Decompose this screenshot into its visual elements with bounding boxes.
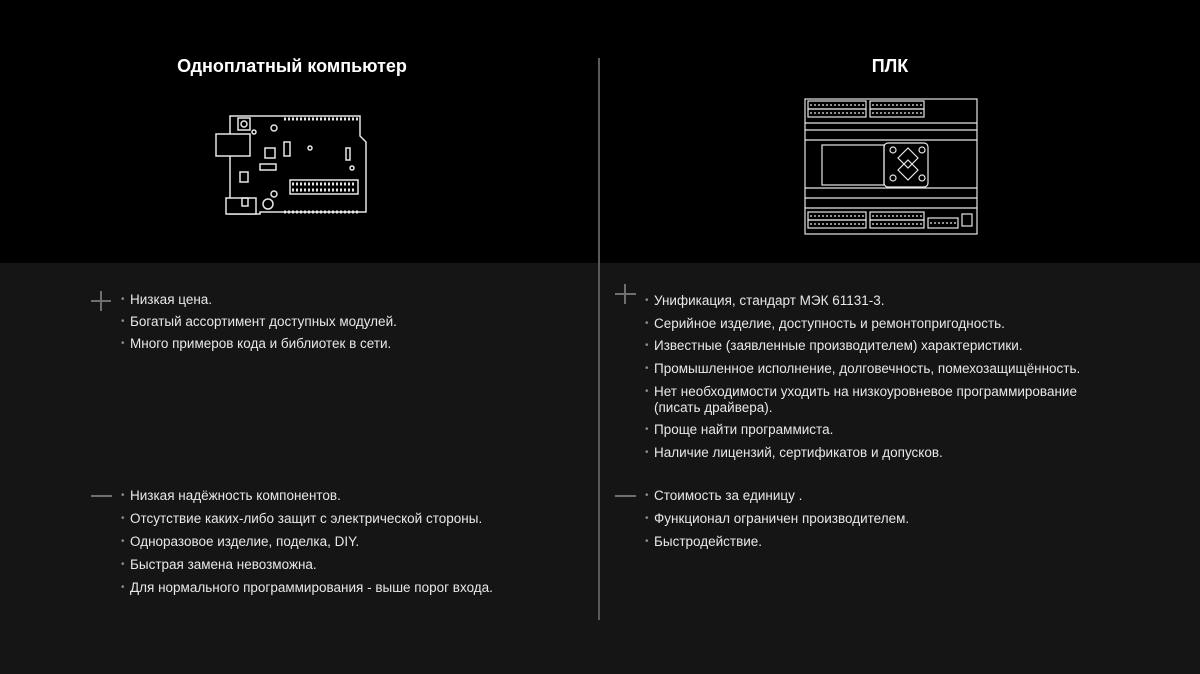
left-column-title: Одноплатный компьютер — [177, 56, 407, 76]
column-divider — [598, 58, 600, 620]
left-cons-list — [121, 488, 581, 596]
list-item: • Известные (заявленные производителем) характеристики. — [645, 338, 1115, 354]
minus-icon — [91, 495, 112, 497]
list-item: • Наличие лицензий, сертификатов и допусков. — [645, 445, 1115, 461]
list-item: • Низкая надёжность компонентов. — [121, 488, 581, 504]
minus-icon — [615, 495, 636, 497]
list-item: • Отсутствие каких-либо защит с электрической стороны. — [121, 511, 581, 527]
list-item: • Быстродействие. — [645, 534, 1115, 550]
list-item: • Стоимость за единицу . — [645, 488, 1115, 504]
right-cons-list — [645, 488, 1115, 550]
right-column-title: ПЛК — [871, 56, 909, 76]
list-item: • Одноразовое изделие, поделка, DIY. — [121, 534, 581, 550]
list-item: • Для нормального программирования - выше порог входа. — [121, 580, 581, 596]
plc-icon — [804, 98, 978, 235]
left-pros-list — [121, 292, 581, 358]
list-item: • Проще найти программиста. — [645, 422, 1115, 438]
plus-icon-vertical — [624, 284, 626, 304]
list-item: • Серийное изделие, доступность и ремонтопригодность. — [645, 316, 1115, 332]
right-pros-list — [645, 293, 1115, 468]
list-item: • Унификация, стандарт МЭК 61131-3. — [645, 293, 1115, 309]
list-item: • Низкая цена. — [121, 292, 581, 308]
list-item: • Нет необходимости уходить на низкоуровневое программирование (писать драйвера). — [645, 384, 1115, 416]
plus-icon-vertical — [100, 291, 102, 311]
list-item: • Промышленное исполнение, долговечность, помехозащищённость. — [645, 361, 1115, 377]
list-item: • Богатый ассортимент доступных модулей. — [121, 314, 581, 330]
list-item: • Быстрая замена невозможна. — [121, 557, 581, 573]
list-item: • Функционал ограничен производителем. — [645, 511, 1115, 527]
list-item: • Много примеров кода и библиотек в сети. — [121, 336, 581, 352]
single-board-computer-icon — [212, 108, 368, 220]
header-band — [0, 0, 1200, 263]
